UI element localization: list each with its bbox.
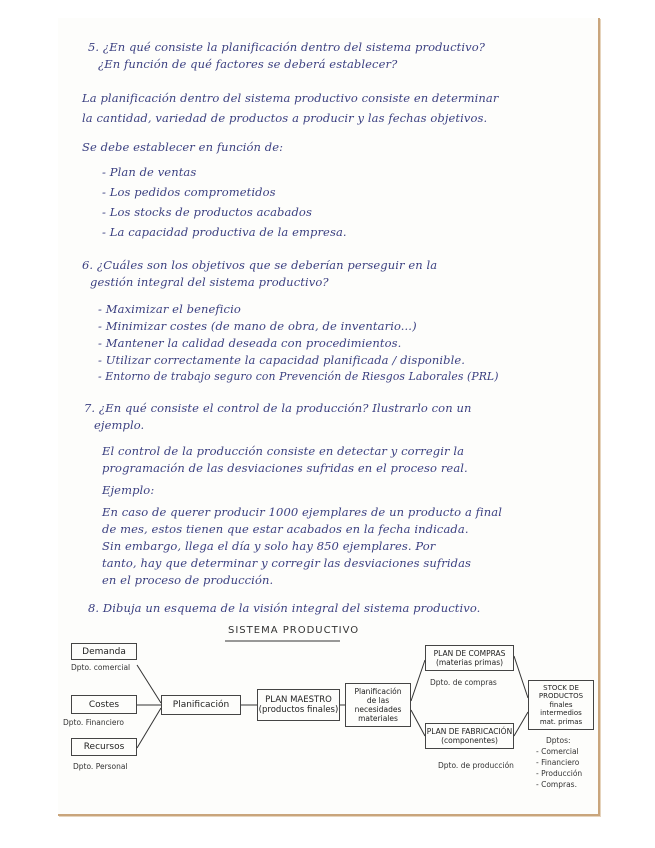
q5-intro: Se debe establecer en función de: bbox=[82, 140, 284, 154]
stock-line: mat. primas bbox=[539, 717, 583, 726]
q7-example-line: de mes, estos tienen que estar acabados en la fecha indicada. bbox=[102, 522, 469, 536]
plan-compras-label: PLAN DE COMPRAS bbox=[433, 649, 506, 658]
demanda-box bbox=[71, 643, 137, 660]
stock-box bbox=[528, 680, 594, 730]
q6-title-line-1: 6. ¿Cuáles son los objetivos que se deberían perseguir en la bbox=[82, 258, 438, 272]
dptos-item: - Financiero bbox=[536, 758, 580, 767]
handwritten-page bbox=[58, 18, 600, 816]
plan-fabricacion-box bbox=[425, 723, 514, 749]
q7-example-line: tanto, hay que determinar y corregir las desviaciones sufridas bbox=[102, 556, 472, 570]
plan-maestro-sublabel: (productos finales) bbox=[258, 705, 339, 715]
plan-fabricacion-label: PLAN DE FABRICACIÓN bbox=[426, 727, 513, 736]
plan-maestro-label: PLAN MAESTRO bbox=[265, 695, 332, 705]
plan-compras-sublabel: (materias primas) bbox=[435, 658, 504, 667]
q5-answer-line-1: La planificación dentro del sistema productivo consiste en determinar bbox=[82, 91, 499, 105]
compras-dept: Dpto. de compras bbox=[430, 678, 497, 687]
necesidades-line: Planificación bbox=[354, 687, 402, 696]
plan-maestro-box bbox=[257, 689, 340, 721]
planificacion-box bbox=[161, 695, 241, 715]
necesidades-line: de las bbox=[366, 696, 390, 705]
q5-item: - Plan de ventas bbox=[102, 165, 197, 179]
q5-item: - Los stocks de productos acabados bbox=[102, 205, 312, 219]
stock-line: intermedios bbox=[540, 709, 582, 718]
q7-title-line-2: ejemplo. bbox=[94, 418, 145, 432]
stock-line: finales bbox=[549, 700, 573, 709]
q6-item: - Entorno de trabajo seguro con Prevención de Riesgos Laborales (PRL) bbox=[98, 370, 499, 383]
dptos-title: Dptos: bbox=[546, 736, 571, 745]
q7-example-line: en el proceso de producción. bbox=[102, 573, 274, 587]
q5-item: - La capacidad productiva de la empresa. bbox=[102, 225, 347, 239]
q6-item: - Minimizar costes (de mano de obra, de inventario...) bbox=[98, 319, 417, 333]
recursos-box bbox=[71, 738, 137, 756]
q5-answer-line-2: la cantidad, variedad de productos a producir y las fechas objetivos. bbox=[82, 111, 488, 125]
q6-item: - Mantener la calidad deseada con procedimientos. bbox=[98, 336, 402, 350]
plan-fabricacion-sublabel: (componentes) bbox=[441, 736, 498, 745]
costes-box bbox=[71, 695, 137, 714]
plan-compras-box bbox=[425, 645, 514, 671]
q7-example-label: Ejemplo: bbox=[102, 483, 155, 497]
demanda-dept: Dpto. comercial bbox=[71, 663, 131, 672]
demanda-label: Demanda bbox=[82, 646, 126, 657]
fabricacion-dept: Dpto. de producción bbox=[438, 761, 514, 770]
costes-label: Costes bbox=[88, 699, 120, 710]
q5-title-line-1: 5. ¿En qué consiste la planificación dentro del sistema productivo? bbox=[88, 40, 485, 54]
q6-item: - Maximizar el beneficio bbox=[98, 302, 241, 316]
system-diagram bbox=[58, 18, 598, 814]
costes-dept: Dpto. Financiero bbox=[63, 718, 124, 727]
dptos-item: - Compras. bbox=[536, 780, 577, 789]
q6-title-line-2: gestión integral del sistema productivo? bbox=[90, 275, 329, 289]
necesidades-line: materiales bbox=[358, 714, 398, 723]
q7-title-line-1: 7. ¿En qué consiste el control de la producción? Ilustrarlo con un bbox=[84, 401, 472, 415]
diagram-title: SISTEMA PRODUCTIVO bbox=[228, 625, 360, 636]
q7-answer-line-1: El control de la producción consiste en detectar y corregir la bbox=[102, 444, 465, 458]
q5-item: - Los pedidos comprometidos bbox=[102, 185, 276, 199]
recursos-dept: Dpto. Personal bbox=[73, 762, 128, 771]
q5-title-line-2: ¿En función de qué factores se deberá establecer? bbox=[98, 57, 398, 71]
planificacion-label: Planificación bbox=[172, 700, 230, 710]
q7-example-line: En caso de querer producir 1000 ejemplares de un producto a final bbox=[102, 505, 503, 519]
q6-item: - Utilizar correctamente la capacidad planificada / disponible. bbox=[98, 353, 466, 367]
q7-answer-line-2: programación de las desviaciones sufridas en el proceso real. bbox=[102, 461, 468, 475]
necesidades-line: necesidades bbox=[354, 705, 402, 714]
stock-line: STOCK DE bbox=[543, 683, 579, 692]
stock-line: PRODUCTOS bbox=[538, 692, 584, 701]
dptos-item: - Producción bbox=[536, 769, 583, 778]
necesidades-materiales-box bbox=[345, 683, 411, 727]
q8-title: 8. Dibuja un esquema de la visión integral del sistema productivo. bbox=[88, 601, 481, 615]
q7-example-line: Sin embargo, llega el día y solo hay 850 ejemplares. Por bbox=[102, 539, 436, 553]
recursos-label: Recursos bbox=[83, 742, 125, 752]
dptos-item: - Comercial bbox=[536, 747, 579, 756]
